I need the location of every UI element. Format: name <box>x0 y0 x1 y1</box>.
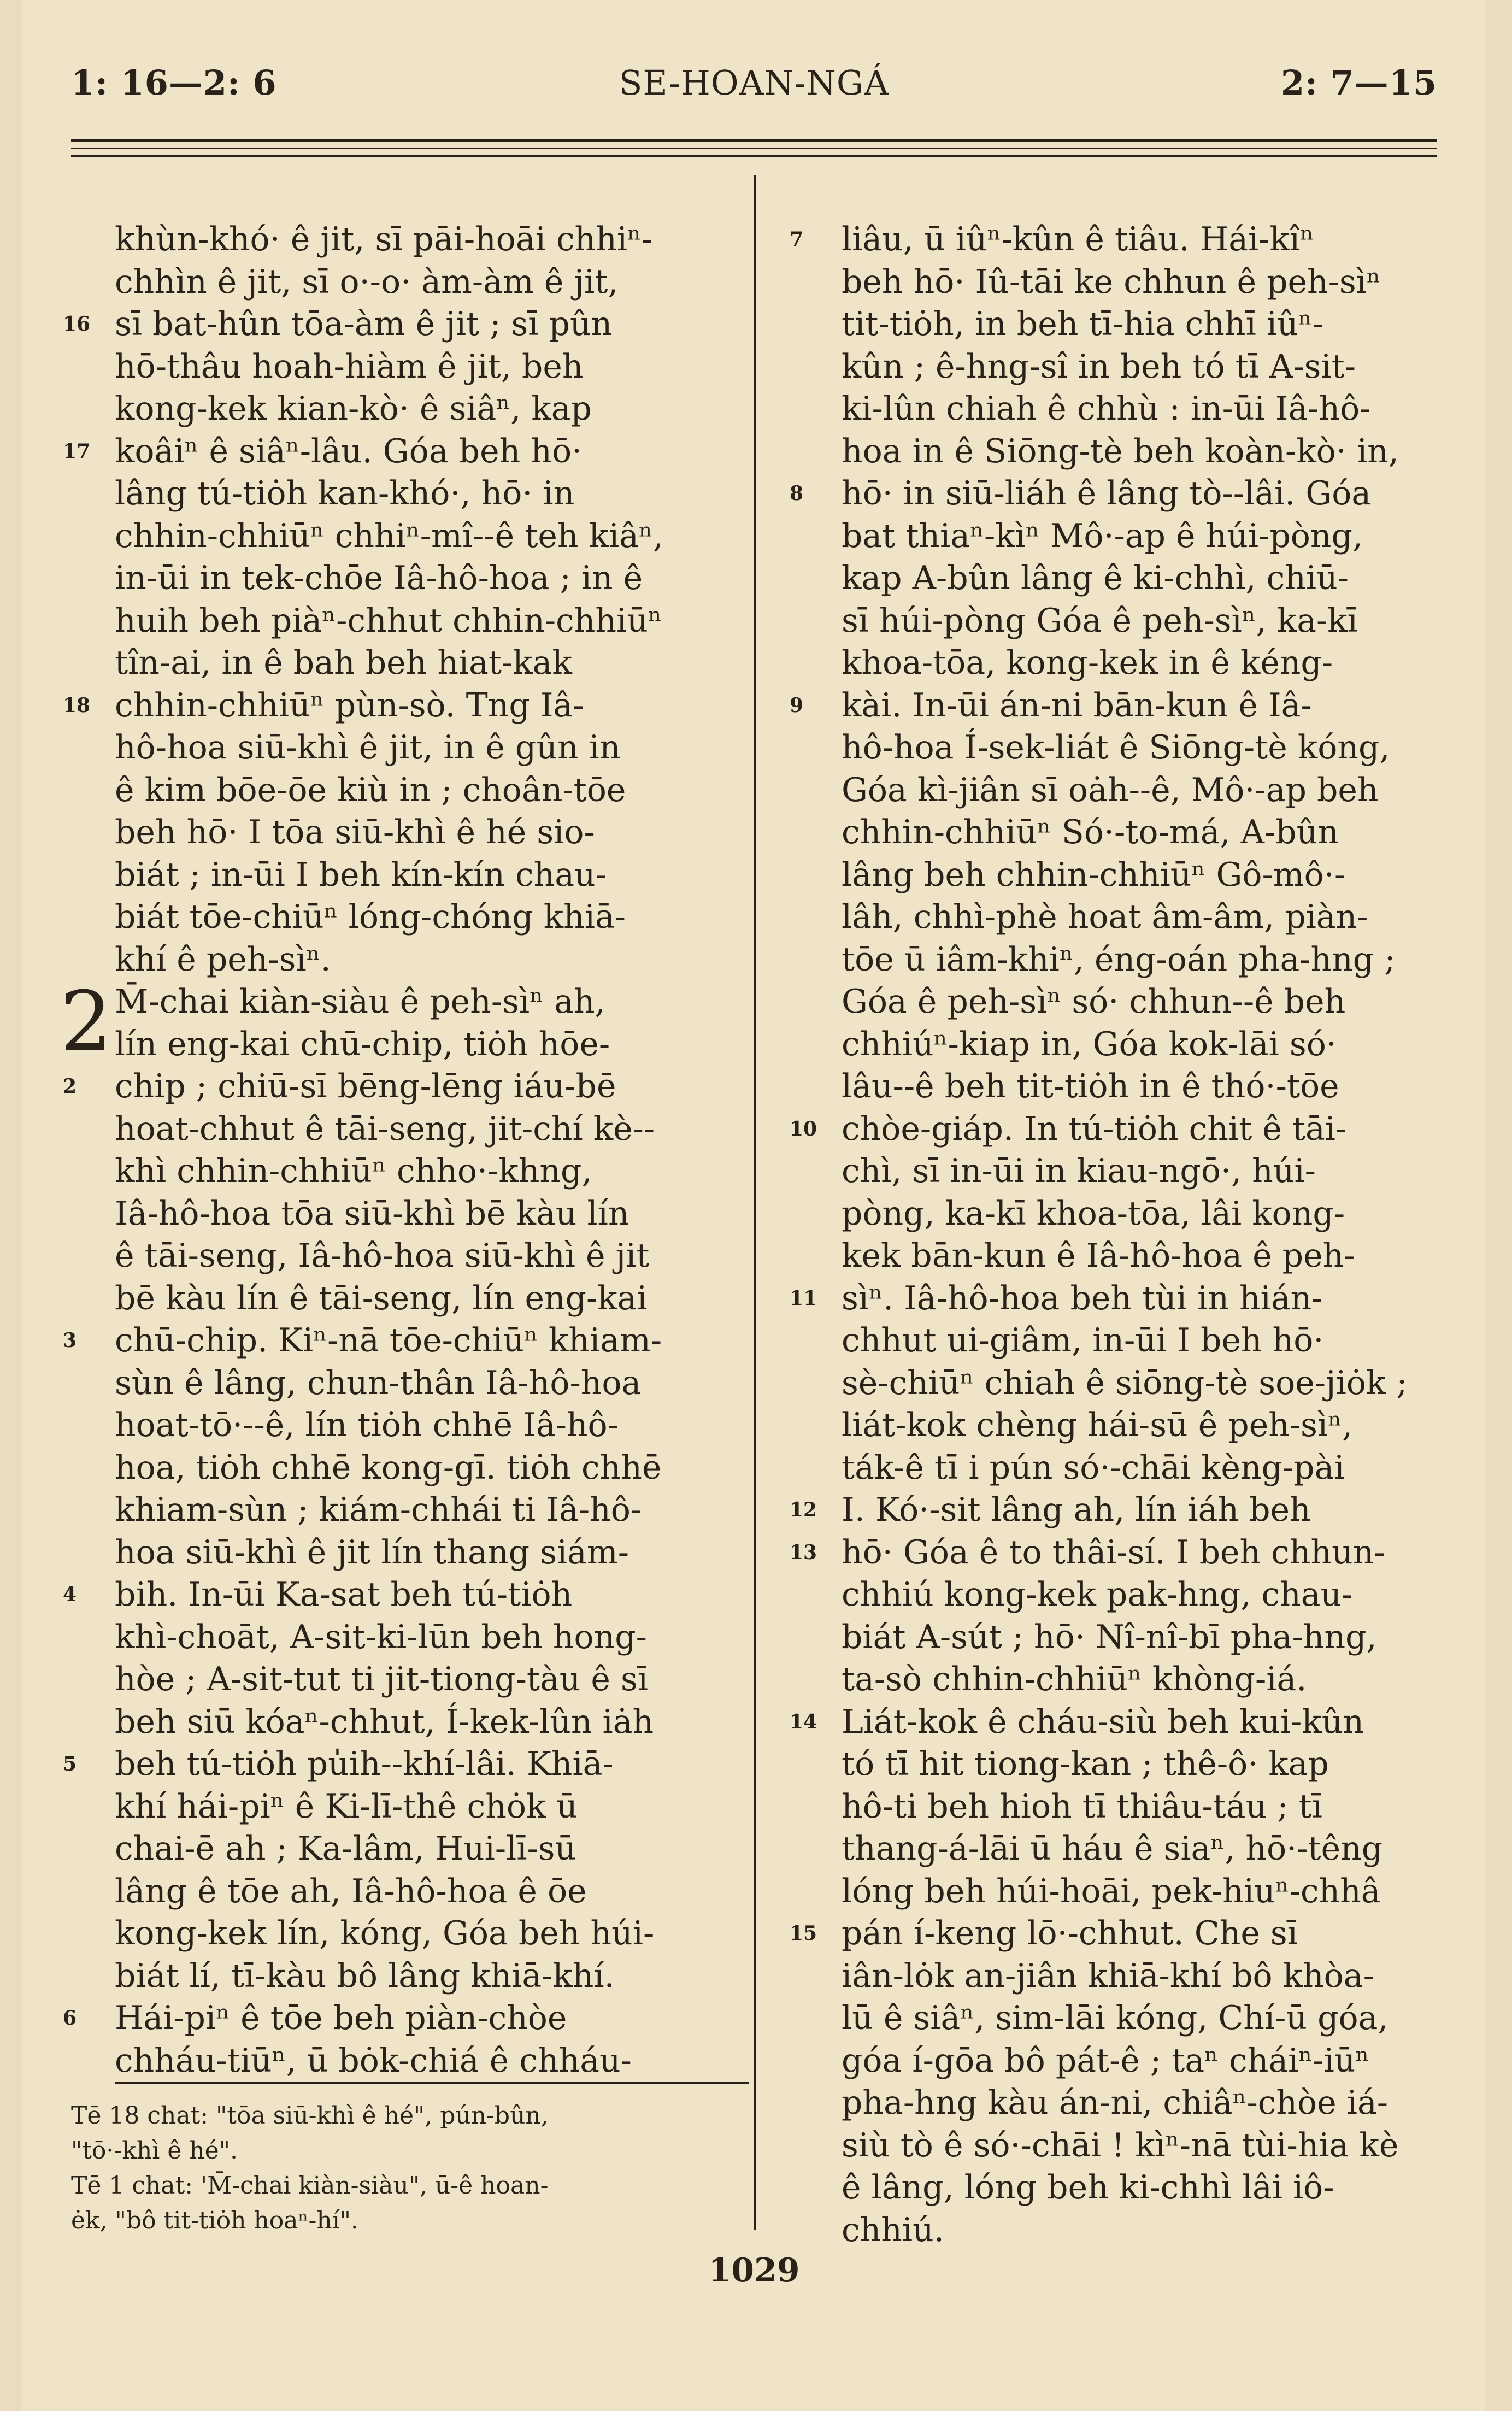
verse-text: hoa siū-khì ê jit lín thang siám- <box>115 1533 629 1572</box>
verse-text: chì, sī in-ūi in kiau-ngō·, húi- <box>842 1152 1316 1190</box>
verse-text: sìⁿ. Iâ-hô-hoa beh tùi in hián- <box>842 1279 1323 1318</box>
text-line <box>842 1659 1454 1701</box>
text-line <box>63 685 738 727</box>
verse-text: tó tī hit tiong-kan ; thê-ô· kap <box>842 1745 1329 1783</box>
text-line <box>842 1320 1454 1362</box>
text-line <box>790 1489 1454 1532</box>
text-line <box>115 1786 738 1828</box>
verse-number: 4 <box>63 1583 77 1606</box>
verse-text: khoa-tōa, kong-kek in ê kéng- <box>842 644 1333 682</box>
verse-text: koâiⁿ ê siâⁿ-lâu. Góa beh hō· <box>115 432 583 471</box>
header-rule-top <box>71 139 1437 142</box>
verse-text: khì-choāt, A-sit-ki-lūn beh hong- <box>115 1618 647 1656</box>
text-line <box>115 1616 738 1659</box>
verse-text: chháu-tiūⁿ, ū bȯk-chiá ê chháu- <box>115 2041 632 2080</box>
header-rule-mid <box>71 148 1437 149</box>
verse-number: 9 <box>790 693 804 717</box>
text-line <box>842 1786 1454 1828</box>
text-line <box>115 642 738 685</box>
text-line <box>842 557 1454 600</box>
text-line <box>63 1320 738 1362</box>
verse-text: sùn ê lâng, chun-thân Iâ-hô-hoa <box>115 1363 642 1402</box>
verse-text: lóng beh húi-hoāi, pek-hiuⁿ-chhâ <box>842 1872 1381 1910</box>
verse-text: khùn-khó· ê jit, sī pāi-hoāi chhiⁿ- <box>115 220 653 258</box>
text-line <box>115 1913 738 1955</box>
verse-text: khiam-sùn ; kiám-chhái ti Iâ-hô- <box>115 1491 642 1529</box>
verse-text: I. Kó·-sit lâng ah, lín iáh beh <box>842 1491 1311 1529</box>
text-line <box>842 1024 1454 1066</box>
verse-text: Góa ê peh-sìⁿ só· chhun--ê beh <box>842 983 1346 1021</box>
verse-number: 11 <box>790 1286 817 1310</box>
text-line <box>115 1024 738 1066</box>
verse-text: chai-ē ah ; Ka-lâm, Hui-lī-sū <box>115 1830 576 1868</box>
verse-text: lū ê siâⁿ, sim-lāi kóng, Chí-ū góa, <box>842 1999 1389 2037</box>
verse-text: ták-ê tī i pún só·-chāi kèng-pài <box>842 1448 1345 1487</box>
text-line <box>115 1404 738 1447</box>
verse-text: hoa, tiȯh chhē kong-gī. tiȯh chhē <box>115 1448 662 1487</box>
text-line <box>842 1828 1454 1871</box>
verse-text: ê tāi-seng, Iâ-hô-hoa siū-khì ê jit <box>115 1237 650 1275</box>
text-line <box>115 1955 738 1998</box>
verse-number: 15 <box>790 1922 817 1945</box>
verse-text: sī bat-hûn tōa-àm ê jit ; sī pûn <box>115 305 613 343</box>
text-line <box>115 1871 738 1913</box>
verse-text: hō-thâu hoah-hiàm ê jit, beh <box>115 347 584 386</box>
verse-text: hô-hoa siū-khì ê jit, in ê gûn in <box>115 728 621 767</box>
text-line <box>115 1828 738 1871</box>
verse-text: in-ūi in tek-chōe Iâ-hô-hoa ; in ê <box>115 559 643 597</box>
text-line <box>842 1871 1454 1913</box>
verse-text: bih. In-ūi Ka-sat beh tú-tiȯh <box>115 1575 573 1614</box>
verse-text: siù tò ê só·-chāi ! kìⁿ-nā tùi-hia kè <box>842 2126 1399 2165</box>
verse-text: beh hō· I tōa siū-khì ê hé sio- <box>115 813 595 851</box>
text-line <box>115 473 738 515</box>
verse-text: lâu--ê beh tit-tiȯh in ê thó·-tōe <box>842 1067 1339 1105</box>
text-line <box>842 727 1454 769</box>
verse-text: chhin-chhiūⁿ pùn-sò. Tng Iâ- <box>115 686 584 725</box>
verse-text: sī húi-pòng Góa ê peh-sìⁿ, ka-kī <box>842 601 1358 640</box>
text-line <box>115 769 738 812</box>
text-line <box>790 1108 1454 1151</box>
verse-text: pòng, ka-kī khoa-tōa, lâi kong- <box>842 1194 1345 1233</box>
text-line <box>842 1066 1454 1108</box>
text-line <box>842 1193 1454 1236</box>
text-line <box>842 642 1454 685</box>
text-line <box>842 388 1454 431</box>
verse-number: 3 <box>63 1329 77 1352</box>
text-line <box>115 1278 738 1320</box>
text-line <box>842 1362 1454 1405</box>
text-line <box>115 727 738 769</box>
verse-number: 14 <box>790 1710 817 1733</box>
text-line <box>790 685 1454 727</box>
text-line <box>115 388 738 431</box>
verse-text: khì chhin-chhiūⁿ chho·-khng, <box>115 1152 592 1190</box>
header-chapter-range-right: 2: 7—15 <box>1280 63 1437 103</box>
verse-text: Iâ-hô-hoa tōa siū-khì bē kàu lín <box>115 1194 629 1233</box>
text-line <box>842 303 1454 346</box>
verse-text: kài. In-ūi án-ni bān-kun ê Iâ- <box>842 686 1312 725</box>
verse-text: biát A-sút ; hō· Nî-nî-bī pha-hng, <box>842 1618 1377 1656</box>
text-line <box>115 811 738 854</box>
verse-text: chhiú. <box>842 2210 944 2249</box>
right-text-column <box>790 219 1454 2251</box>
verse-text: hô-ti beh hioh tī thiâu-táu ; tī <box>842 1787 1322 1826</box>
page-header <box>71 63 1437 117</box>
text-line <box>790 1278 1454 1320</box>
verse-text: kap A-bûn lâng ê ki-chhì, chiū- <box>842 559 1349 597</box>
verse-number: 7 <box>790 228 804 251</box>
text-line <box>842 769 1454 812</box>
verse-number: 18 <box>63 693 91 717</box>
verse-text: lâh, chhì-phè hoat âm-âm, piàn- <box>842 898 1368 936</box>
verse-text: lín eng-kai chū-chip, tiȯh hōe- <box>115 1025 610 1063</box>
text-line <box>63 431 738 473</box>
verse-text: chhìn ê jit, sī o·-o· àm-àm ê jit, <box>115 262 619 301</box>
verse-text: chhin-chhiūⁿ chhiⁿ-mî--ê teh kiâⁿ, <box>115 516 663 555</box>
verse-number: 17 <box>63 439 91 463</box>
text-line <box>842 2082 1454 2125</box>
text-line <box>115 557 738 600</box>
text-line <box>115 854 738 897</box>
verse-text: bat thiaⁿ-kìⁿ Mô·-ap ê húi-pòng, <box>842 516 1363 555</box>
footnotes <box>71 2098 754 2238</box>
verse-text: chhin-chhiūⁿ Só·-to-má, A-bûn <box>842 813 1339 851</box>
verse-text: beh tú-tiȯh pu̍ih--khí-lâi. Khiā- <box>115 1745 614 1783</box>
verse-text: biát ; in-ūi I beh kín-kín chau- <box>115 855 607 894</box>
verse-text: hoa in ê Siōng-tè beh koàn-kò· in, <box>842 432 1399 471</box>
footnote-line: Tē 18 chat: "tōa siū-khì ê hé", pún-bûn, <box>71 2102 549 2130</box>
verse-text: kong-kek lín, kóng, Góa beh húi- <box>115 1914 655 1953</box>
text-line <box>842 515 1454 558</box>
text-line <box>842 2040 1454 2083</box>
text-line <box>842 1955 1454 1998</box>
verse-text: tōe ū iâm-khiⁿ, éng-oán pha-hng ; <box>842 940 1396 979</box>
text-line <box>842 854 1454 897</box>
left-text-column <box>60 219 738 2082</box>
verse-text: chhiú kong-kek pak-hng, chau- <box>842 1575 1353 1614</box>
text-line <box>842 811 1454 854</box>
verse-number: 13 <box>790 1540 817 1564</box>
verse-text: tit-tiȯh, in beh tī-hia chhī iûⁿ- <box>842 305 1323 343</box>
verse-text: bē kàu lín ê tāi-seng, lín eng-kai <box>115 1279 648 1318</box>
verse-number: 8 <box>790 482 804 505</box>
header-rule-bottom <box>71 155 1437 157</box>
verse-text: chhut ui-giâm, in-ūi I beh hō· <box>842 1321 1324 1360</box>
text-line <box>842 1235 1454 1278</box>
verse-text: tîn-ai, in ê bah beh hiat-kak <box>115 644 572 682</box>
text-line <box>842 1150 1454 1193</box>
text-line <box>115 600 738 643</box>
text-line <box>115 1701 738 1744</box>
text-line <box>63 1066 738 1108</box>
verse-text: lâng ê tōe ah, Iâ-hô-hoa ê ōe <box>115 1872 587 1910</box>
verse-text: iân-lȯk an-jiân khiā-khí bô khòa- <box>842 1956 1374 1995</box>
verse-text: chū-chip. Kiⁿ-nā tōe-chiūⁿ khiam- <box>115 1321 662 1360</box>
text-line <box>115 1108 738 1151</box>
verse-text: hō· Góa ê to thâi-sí. I beh chhun- <box>842 1533 1385 1572</box>
text-line <box>115 2040 738 2083</box>
verse-text: ta-sò chhin-chhiūⁿ khòng-iá. <box>842 1660 1307 1698</box>
verse-text: lâng tú-tiȯh kan-khó·, hō· in <box>115 474 575 513</box>
verse-text: hoat-tō·--ê, lín tiȯh chhē Iâ-hô- <box>115 1406 619 1444</box>
text-line <box>842 261 1454 304</box>
verse-text: M̄-chai kiàn-siàu ê peh-sìⁿ ah, <box>115 983 605 1021</box>
chapter-number: 2 <box>60 974 113 1069</box>
verse-number: 2 <box>63 1075 77 1098</box>
text-line <box>842 1997 1454 2040</box>
text-line <box>842 939 1454 981</box>
text-line <box>63 1997 738 2040</box>
verse-text: khí ê peh-sìⁿ. <box>115 940 331 979</box>
text-line <box>842 346 1454 389</box>
verse-text: pha-hng kàu án-ni, chiâⁿ-chòe iá- <box>842 2084 1388 2122</box>
verse-number: 6 <box>63 2007 77 2030</box>
verse-text: Liát-kok ê cháu-siù beh kui-kûn <box>842 1702 1364 1741</box>
text-line <box>115 1532 738 1574</box>
text-line <box>790 1701 1454 1744</box>
text-line <box>115 219 738 261</box>
column-divider <box>754 175 756 2230</box>
verse-text: lâng beh chhin-chhiūⁿ Gô-mô·- <box>842 855 1346 894</box>
verse-text: hoat-chhut ê tāi-seng, jit-chí kè-- <box>115 1109 655 1148</box>
text-line <box>842 896 1454 939</box>
text-line <box>115 1235 738 1278</box>
verse-number: 5 <box>63 1753 77 1775</box>
text-line <box>115 1489 738 1532</box>
page-number: 1029 <box>708 2251 800 2290</box>
text-line <box>115 346 738 389</box>
text-line <box>115 1447 738 1490</box>
verse-text: biát lí, tī-kàu bô lâng khiā-khí. <box>115 1956 615 1995</box>
text-line <box>115 515 738 558</box>
verse-number: 10 <box>790 1117 817 1140</box>
text-line <box>842 1743 1454 1786</box>
text-line <box>115 261 738 304</box>
verse-text: hô-hoa Í-sek-liát ê Siōng-tè kóng, <box>842 728 1390 767</box>
verse-number: 12 <box>790 1498 817 1521</box>
verse-text: ki-lûn chiah ê chhù : in-ūi Iâ-hô- <box>842 390 1371 428</box>
verse-number: 16 <box>63 313 91 336</box>
footnote-rule <box>115 2082 749 2084</box>
text-line <box>842 2125 1454 2167</box>
footnote-line: ėk, "bô tit-tiȯh hoaⁿ-hí". <box>71 2207 359 2234</box>
verse-text: Hái-piⁿ ê tōe beh piàn-chòe <box>115 1999 567 2037</box>
text-line <box>115 1150 738 1193</box>
verse-text: chhiúⁿ-kiap in, Góa kok-lāi só· <box>842 1025 1337 1063</box>
verse-text: góa í-gōa bô pát-ê ; taⁿ cháiⁿ-iūⁿ <box>842 2041 1370 2080</box>
verse-text: liát-kok chèng hái-sū ê peh-sìⁿ, <box>842 1406 1353 1444</box>
verse-text: chòe-giáp. In tú-tiȯh chit ê tāi- <box>842 1109 1347 1148</box>
footnote-line: "tō·-khì ê hé". <box>71 2137 238 2165</box>
verse-text: hō· in siū-liáh ê lâng tò--lâi. Góa <box>842 474 1372 513</box>
text-line <box>842 1574 1454 1616</box>
text-line <box>842 431 1454 473</box>
text-line <box>790 473 1454 515</box>
text-line <box>790 1913 1454 1955</box>
text-line <box>790 1532 1454 1574</box>
text-line <box>842 1447 1454 1490</box>
text-line <box>842 1616 1454 1659</box>
verse-text: pán í-keng lō·-chhut. Che sī <box>842 1914 1298 1953</box>
verse-text: kek bān-kun ê Iâ-hô-hoa ê peh- <box>842 1237 1355 1275</box>
text-line <box>63 1574 738 1616</box>
verse-text: kong-kek kian-kò· ê siâⁿ, kap <box>115 390 592 428</box>
text-line <box>63 303 738 346</box>
text-line <box>842 2209 1454 2252</box>
verse-text: sè-chiūⁿ chiah ê siōng-tè soe-jiȯk ; <box>842 1363 1408 1402</box>
verse-text: beh hō· Iû-tāi ke chhun ê peh-sìⁿ <box>842 262 1381 301</box>
verse-text: liâu, ū iûⁿ-kûn ê tiâu. Hái-kîⁿ <box>842 220 1314 258</box>
text-line <box>115 1362 738 1405</box>
verse-text: biát tōe-chiūⁿ lóng-chóng khiā- <box>115 898 626 936</box>
verse-text: khí hái-piⁿ ê Ki-lī-thê chȯk ū <box>115 1787 578 1826</box>
text-line <box>115 896 738 939</box>
verse-text: ê kim bōe-ōe kiù in ; choân-tōe <box>115 771 626 809</box>
header-book-title: SE-HOAN-NGÁ <box>619 63 890 103</box>
verse-text: thang-á-lāi ū háu ê siaⁿ, hō·-têng <box>842 1830 1383 1868</box>
verse-text: beh siū kóaⁿ-chhut, Í-kek-lûn iȧh <box>115 1702 654 1741</box>
text-line <box>842 600 1454 643</box>
text-line <box>115 1659 738 1701</box>
verse-text: huih beh piàⁿ-chhut chhin-chhiūⁿ <box>115 601 662 640</box>
text-line <box>115 1193 738 1236</box>
verse-text: Góa kì-jiân sī oȧh--ê, Mô·-ap beh <box>842 771 1379 809</box>
text-line <box>115 939 738 981</box>
verse-text: hòe ; A-sit-tut ti jit-tiong-tàu ê sī <box>115 1660 648 1698</box>
verse-text: kûn ; ê-hng-sî in beh tó tī A-sit- <box>842 347 1356 386</box>
header-chapter-range-left: 1: 16—2: 6 <box>71 63 277 103</box>
scanned-page <box>22 0 1486 2411</box>
verse-text: chip ; chiū-sī bēng-lēng iáu-bē <box>115 1067 616 1105</box>
text-line <box>63 1743 738 1786</box>
text-line <box>842 2167 1454 2209</box>
text-line <box>842 1404 1454 1447</box>
footnote-line: Tē 1 chat: 'M̄-chai kiàn-siàu", ū-ê hoan- <box>71 2172 549 2200</box>
verse-text: ê lâng, lóng beh ki-chhì lâi iô- <box>842 2168 1334 2207</box>
text-line <box>790 219 1454 261</box>
text-line <box>842 981 1454 1024</box>
